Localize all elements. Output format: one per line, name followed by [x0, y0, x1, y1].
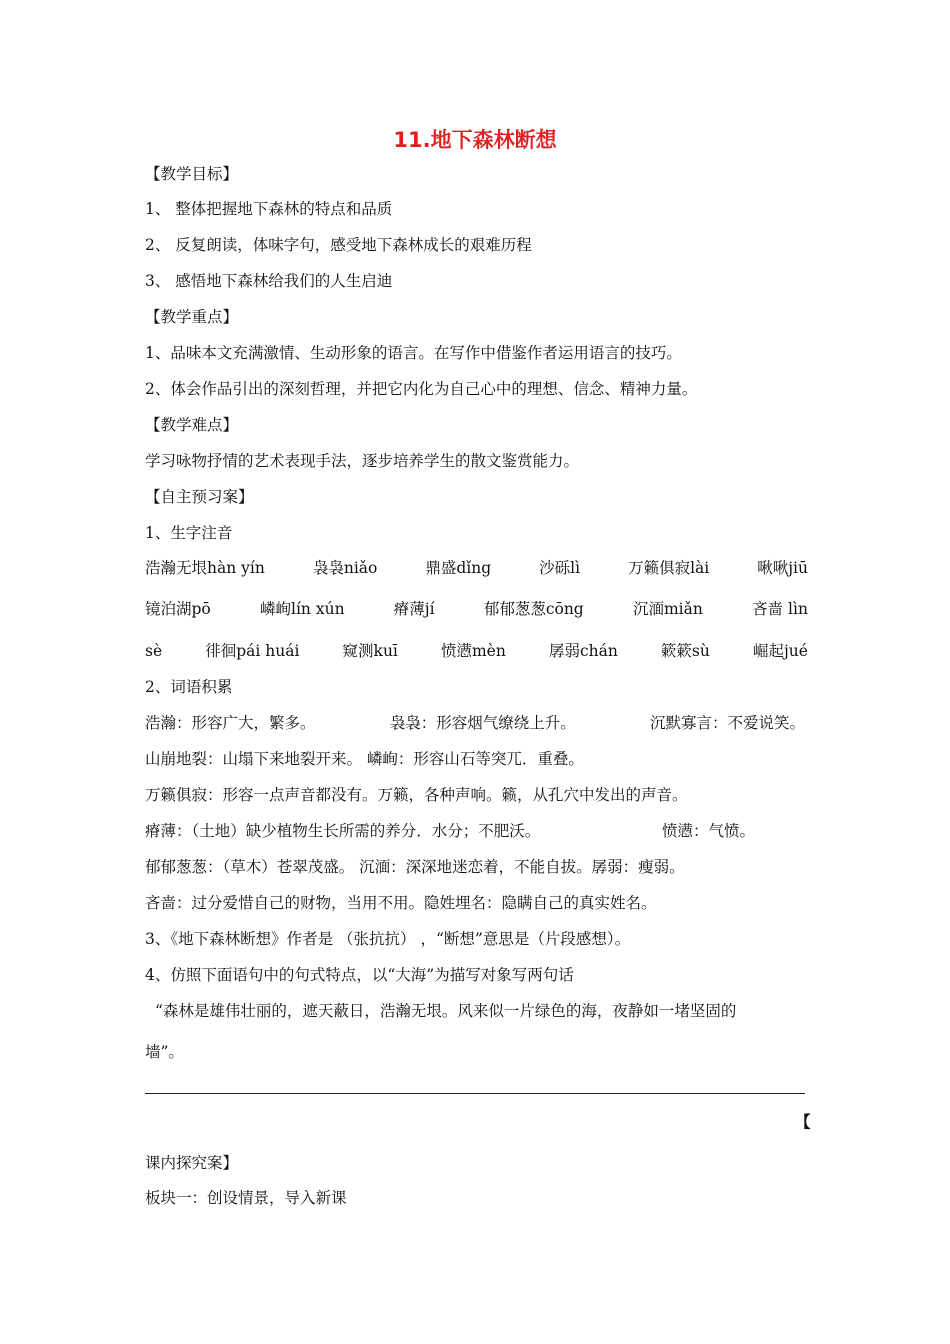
- page-title: 11.地下森林断想: [393, 128, 557, 152]
- goal-item-2: 2、 反复朗读，体味字句，感受地下森林成长的艰难历程: [145, 236, 532, 254]
- vocab-row-6: 吝啬：过分爱惜自己的财物，当用不用。隐姓埋名：隐瞒自己的真实姓名。: [145, 894, 657, 912]
- vocab-entry: 袅袅：形容烟气缭绕上升。: [389, 714, 576, 732]
- key-point-2: 2、体会作品引出的深刻哲理，并把它内化为自己心中的理想、信念、精神力量。: [145, 380, 698, 398]
- vocab-entry: 浩瀚：形容广大，繁多。: [145, 714, 316, 732]
- pinyin-entry: 镜泊湖pō: [145, 600, 211, 618]
- difficulty-header: 【教学难点】: [145, 416, 239, 434]
- vocab-entry: 愤懑：气愤。: [661, 822, 755, 840]
- pinyin-entry: 袅袅niǎo: [312, 559, 378, 577]
- difficulty-text: 学习咏物抒情的艺术表现手法，逐步培养学生的散文鉴赏能力。: [145, 452, 580, 470]
- pinyin-row-3: [145, 640, 808, 662]
- pinyin-entry: 浩瀚无垠hàn yín: [145, 559, 265, 577]
- pinyin-entry: 瘠薄jí: [393, 600, 435, 618]
- preview-header: 【自主预习案】: [145, 488, 254, 506]
- inclass-header: 课内探究案】: [145, 1154, 239, 1172]
- pinyin-row-2: [145, 598, 808, 620]
- pinyin-entry: 啾啾jiū: [757, 559, 808, 577]
- vocab-header: 2、词语积累: [145, 678, 233, 696]
- pinyin-entry: 孱弱chán: [548, 642, 618, 660]
- question-3: 3、《地下森林断想》作者是 （张抗抗） ，“断想”意思是（片段感想）。: [145, 930, 631, 948]
- key-points-header: 【教学重点】: [145, 308, 239, 326]
- pinyin-row-1: [145, 557, 808, 579]
- pinyin-entry: 吝啬 lìn: [752, 600, 808, 618]
- vocab-entry: 瘠薄：（土地）缺少植物生长所需的养分．水分；不肥沃。: [145, 822, 541, 840]
- pinyin-entry: 鼎盛dǐng: [425, 559, 492, 577]
- quote-line-2: 墙”。: [145, 1043, 184, 1061]
- pinyin-entry: sè: [145, 642, 163, 660]
- goal-item-3: 3、 感悟地下森林给我们的人生启迪: [145, 272, 393, 290]
- quote-line-1: “森林是雄伟壮丽的，遮天蔽日，浩瀚无垠。风来似一片绿色的海，夜静如一堵坚固的: [155, 1002, 737, 1020]
- pinyin-entry: 簌簌sù: [660, 642, 710, 660]
- block-1-heading: 板块一：创设情景，导入新课: [145, 1189, 347, 1207]
- pinyin-entry: 沙砾lì: [539, 559, 581, 577]
- vocab-row-4: [145, 820, 755, 842]
- goals-header: 【教学目标】: [145, 165, 239, 183]
- goal-item-1: 1、 整体把握地下森林的特点和品质: [145, 200, 393, 218]
- pinyin-header: 1、生字注音: [145, 524, 233, 542]
- pinyin-entry: 窥测kuī: [342, 642, 398, 660]
- pinyin-entry: 崛起jué: [752, 642, 808, 660]
- vocab-row-2: 山崩地裂：山塌下来地裂开来。 嶙峋：形容山石等突兀．重叠。: [145, 750, 584, 768]
- vocab-row-3: 万籁俱寂：形容一点声音都没有。万籁，各种声响。籁，从孔穴中发出的声音。: [145, 786, 688, 804]
- pinyin-entry: 嶙峋lín xún: [260, 600, 345, 618]
- pinyin-entry: 万籁俱寂lài: [628, 559, 710, 577]
- pinyin-entry: 郁郁葱葱cōng: [483, 600, 584, 618]
- vocab-row-5: 郁郁葱葱：（草木）苍翠茂盛。 沉湎：深深地迷恋着，不能自拔。孱弱：瘦弱。: [145, 858, 685, 876]
- question-4: 4、仿照下面语句中的句式特点，以“大海”为描写对象写两句话: [145, 966, 574, 984]
- answer-line: [145, 1093, 805, 1094]
- pinyin-entry: 愤懑mèn: [440, 642, 506, 660]
- bracket-open: 【: [795, 1112, 811, 1131]
- key-point-1: 1、品味本文充满激情、生动形象的语言。在写作中借鉴作者运用语言的技巧。: [145, 344, 682, 362]
- vocab-row-1: [145, 712, 805, 734]
- pinyin-entry: 徘徊pái huái: [205, 642, 300, 660]
- vocab-entry: 沉默寡言：不爱说笑。: [649, 714, 805, 732]
- pinyin-entry: 沉湎miǎn: [632, 600, 703, 618]
